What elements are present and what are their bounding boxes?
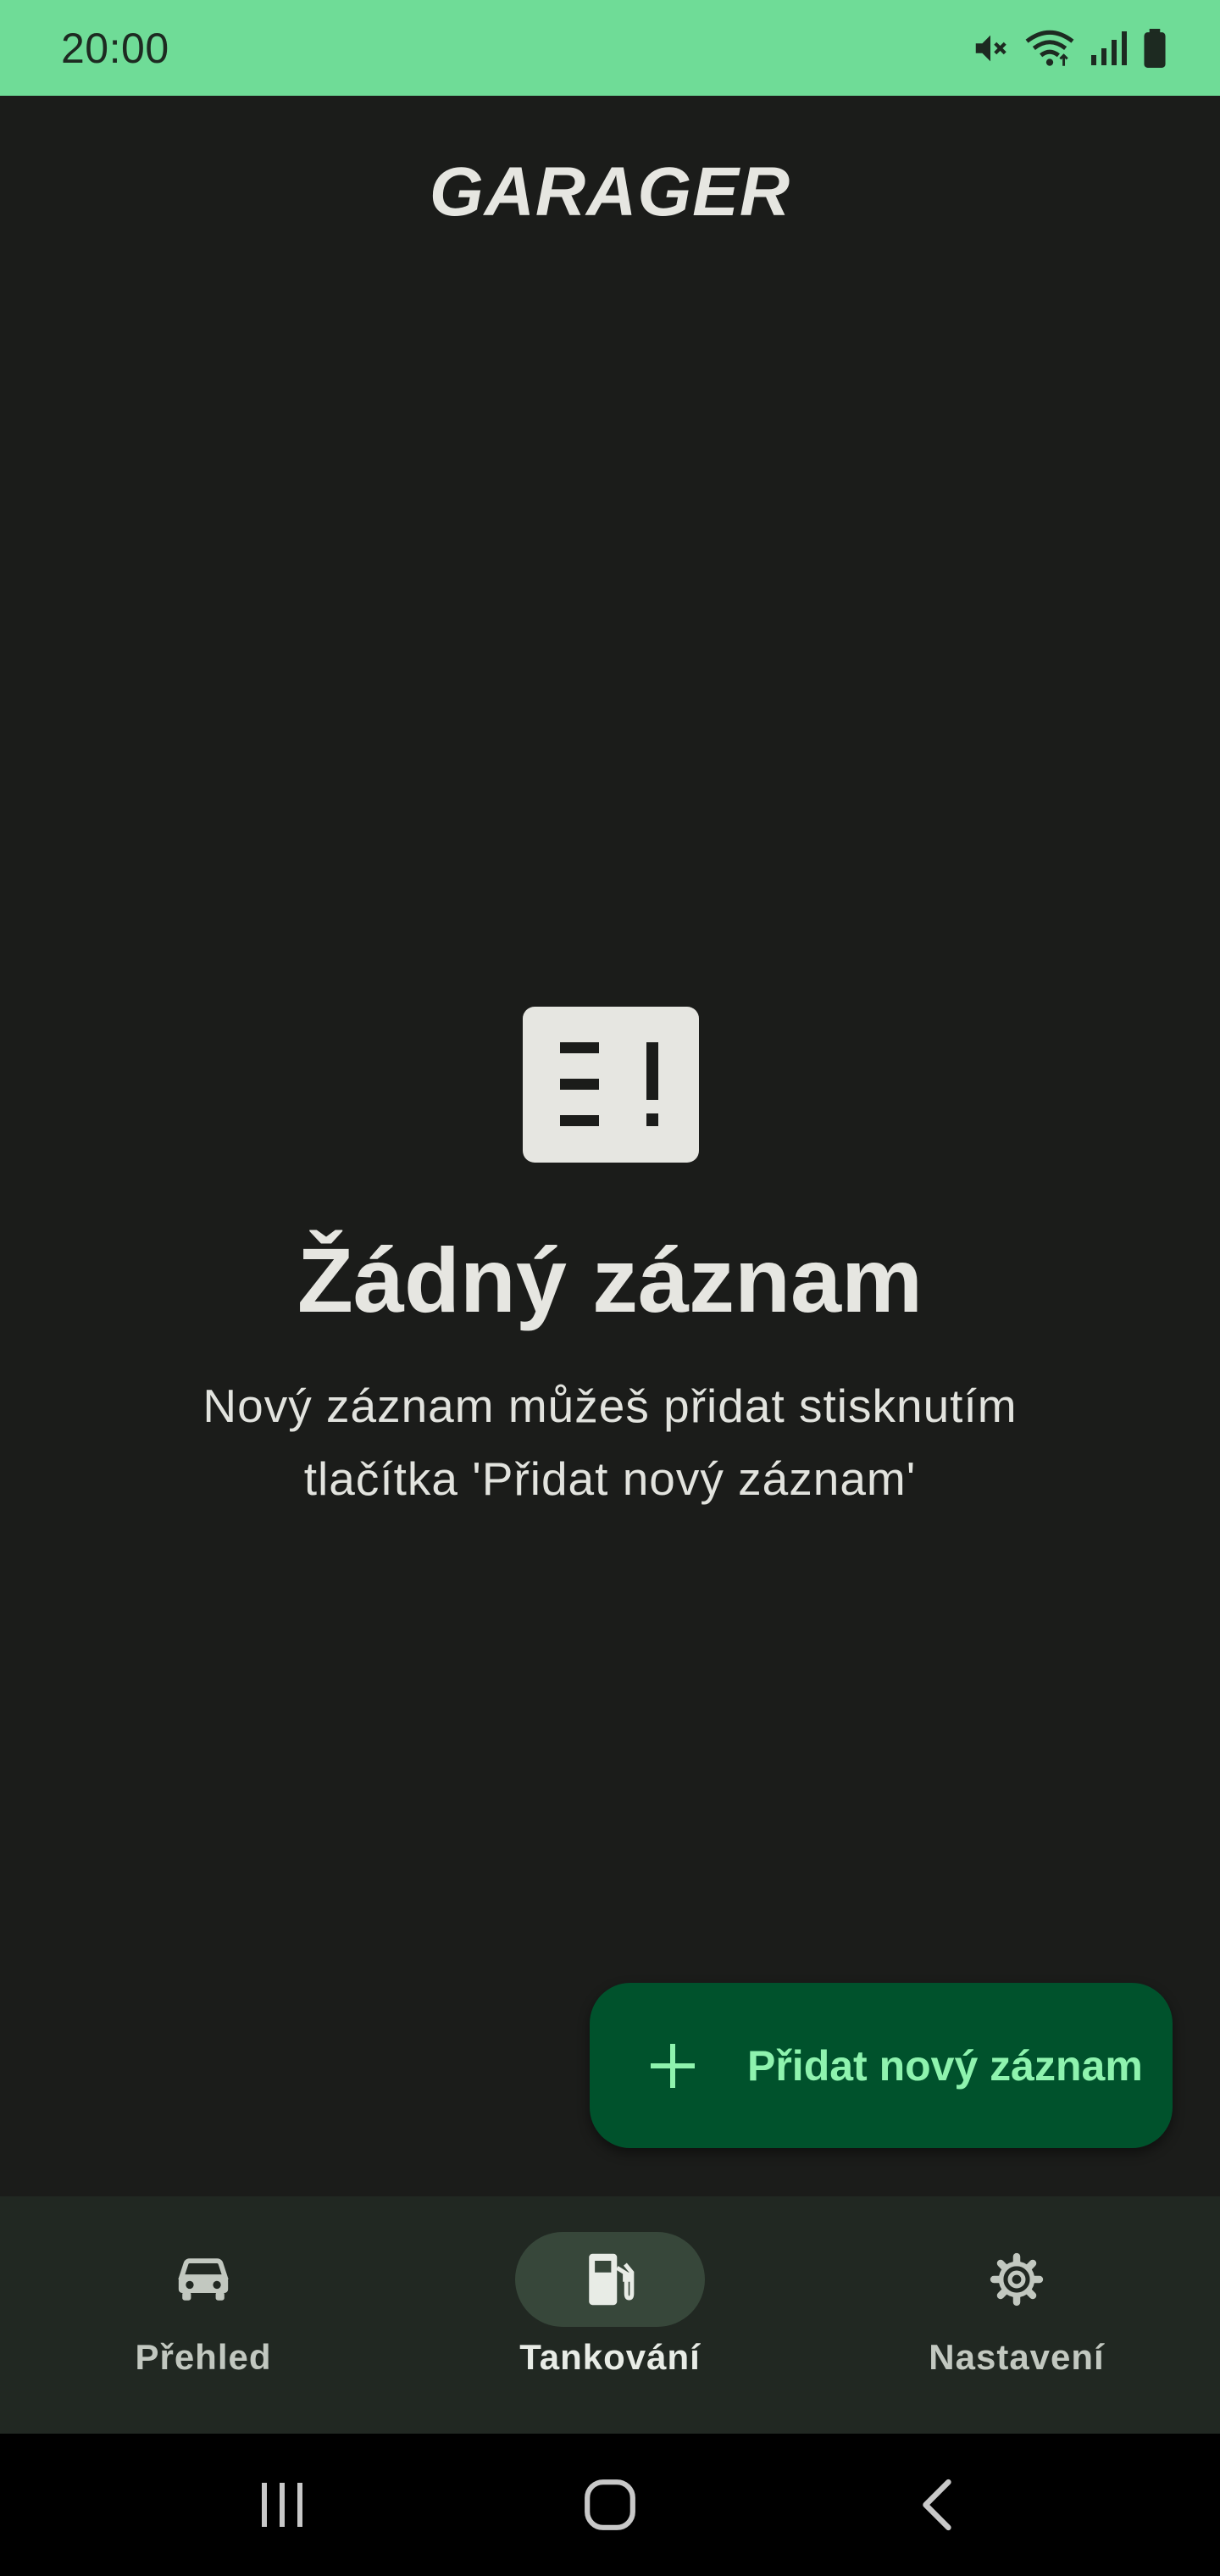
- mute-icon: [971, 29, 1010, 68]
- nav-pill-refueling-active: [515, 2232, 705, 2327]
- empty-state-description-line-1: Nový záznam můžeš přidat stisknutím: [202, 1380, 1018, 1432]
- recents-icon: [255, 2479, 309, 2530]
- status-time: 20:00: [61, 24, 169, 72]
- back-button[interactable]: [887, 2454, 989, 2556]
- nav-label-refueling: Tankování: [519, 2337, 701, 2377]
- empty-state-description-line-2: tlačítka 'Přidat nový záznam': [303, 1452, 917, 1505]
- nav-label-overview: Přehled: [135, 2337, 272, 2377]
- home-button[interactable]: [559, 2454, 661, 2556]
- recents-button[interactable]: [231, 2454, 333, 2556]
- gear-icon: [988, 2251, 1045, 2308]
- nav-item-overview[interactable]: [0, 2196, 407, 2434]
- nav-item-refueling[interactable]: [407, 2196, 813, 2434]
- battery-icon: [1142, 29, 1167, 68]
- nav-pill-settings: [922, 2232, 1112, 2327]
- nav-pill-overview: [108, 2232, 298, 2327]
- app-title: GARAGER: [429, 153, 791, 230]
- nav-label-settings: Nastavení: [929, 2337, 1105, 2377]
- wifi-icon: [1025, 29, 1074, 68]
- back-icon: [917, 2477, 959, 2533]
- add-new-record-label: Přidat nový záznam: [747, 2041, 1143, 2090]
- home-icon: [582, 2477, 638, 2533]
- car-icon: [174, 2254, 233, 2305]
- empty-state-description: [144, 1369, 1076, 1515]
- empty-state-title: Žádný záznam: [297, 1229, 923, 1331]
- add-new-record-button[interactable]: [590, 1983, 1173, 2148]
- system-navigation-bar: [0, 2434, 1220, 2576]
- plus-icon: [647, 2040, 698, 2091]
- status-icons: [971, 29, 1167, 68]
- bottom-navigation: [0, 2196, 1220, 2434]
- empty-list-alert-icon: [523, 1007, 699, 1163]
- status-bar: [0, 0, 1220, 96]
- fuel-pump-icon: [584, 2251, 636, 2307]
- signal-icon: [1090, 29, 1127, 68]
- nav-item-settings[interactable]: [813, 2196, 1220, 2434]
